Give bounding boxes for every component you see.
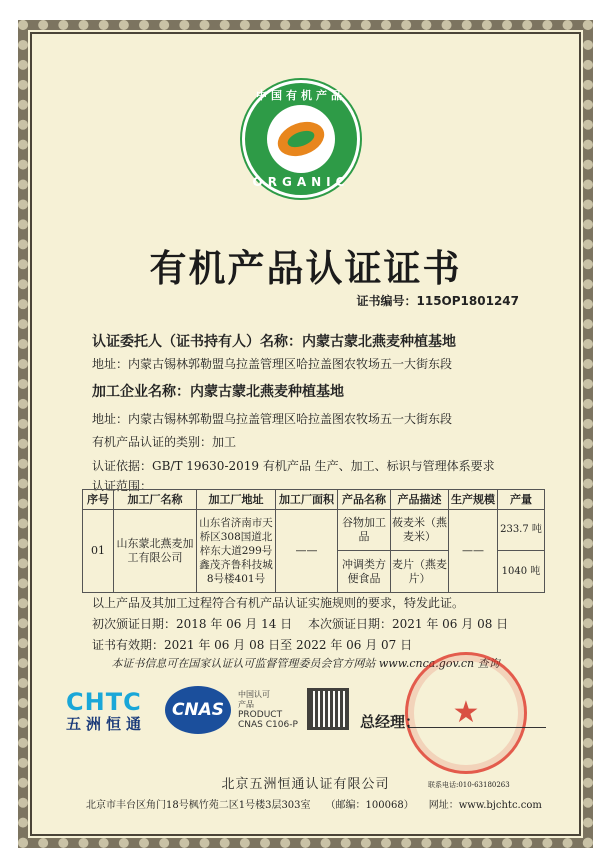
company-seal: ★ [405,652,527,774]
table-row: 01 山东蒙北燕麦加工有限公司 山东省济南市天桥区308国道北梓东大道299号鑫茂齐鲁科技城8号楼401号 —— 谷物加工品 莜麦米（燕麦米） —— 233.7 吨 [83,510,545,551]
processor-name: 加工企业名称：内蒙古蒙北燕麦种植基地 [92,384,344,400]
seed-icon [273,116,329,162]
statement: 以上产品及其加工过程符合有机产品认证实施规则的要求，特发此证。 [92,596,465,610]
cnas-logo: CNAS [165,686,231,734]
scope-table [82,489,545,593]
cnas-accreditation: 中国认可 产品 PRODUCT CNAS C106-P [238,690,298,730]
verification-note: 本证书信息可在国家认证认可监督管理委员会官方网站 www.cnca.gov.cn 查询 [111,657,500,670]
validity: 证书有效期：2021 年 06 月 08 日至 2022 年 06 月 07 日 [92,638,413,652]
first-issue-date: 初次颁证日期：2018 年 06 月 14 日 [92,617,293,631]
chtc-logo: CHTC [66,688,142,716]
signature-line [408,727,546,728]
page-title: 有机产品认证证书 [149,247,462,290]
gm-label: 总经理： [360,713,421,731]
organic-logo: 中国有机产品 ORGANIC [242,80,360,198]
holder-name: 认证委托人（证书持有人）名称：内蒙古蒙北燕麦种植基地 [92,334,456,350]
cert-number: 证书编号：115OP1801247 [356,294,519,308]
chtc-name: 五洲恒通 [66,715,147,733]
this-issue-date: 本次颁证日期：2021 年 06 月 08 日 [308,617,509,631]
basis: 认证依据：GB/T 19630-2019 有机产品 生产、加工、标识与管理体系要求 [92,459,495,473]
qr-code [307,688,349,730]
scope: 认证范围： [92,479,153,493]
issuer-address: 北京市丰台区角门18号枫竹苑二区1号楼3层303室 （邮编：100068） 网址：www.bjchtc.com [86,800,542,811]
processor-address: 地址：内蒙古锡林郭勒盟乌拉盖管理区哈拉盖图农牧场五一大街东段 [92,412,453,426]
table-row: 冲调类方便食品 麦片（燕麦片） 1040 吨 [83,551,545,593]
table-header: 序号 加工厂名称 加工厂地址 加工厂面积 产品名称 产品描述 生产规模 产量 [83,490,545,510]
category: 有机产品认证的类别：加工 [92,435,237,449]
holder-address: 地址：内蒙古锡林郭勒盟乌拉盖管理区哈拉盖图农牧场五一大街东段 [92,357,453,371]
issuer-name: 北京五洲恒通认证有限公司 [221,777,390,792]
phone: 联系电话:010-63180263 [428,781,510,789]
